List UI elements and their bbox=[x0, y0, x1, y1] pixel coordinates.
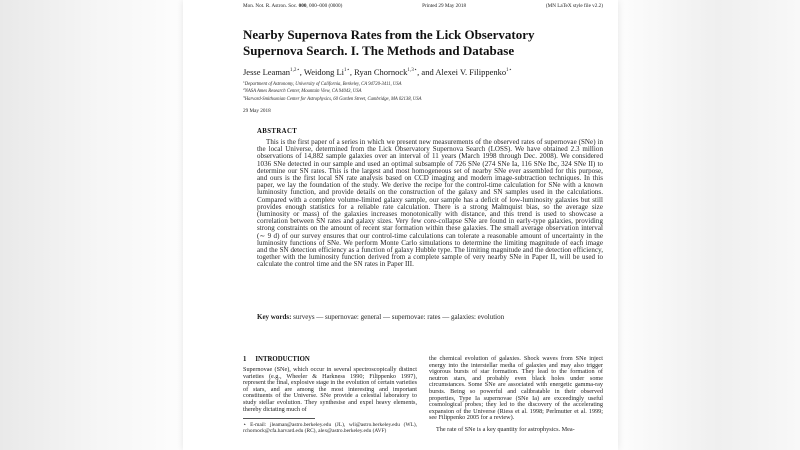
paper-title-line2: Supernova Search. I. The Methods and Database bbox=[243, 42, 515, 58]
right-column bbox=[429, 356, 603, 434]
author-3-affil-marker: 1,3⋆ bbox=[407, 68, 418, 73]
author-1-affil-marker: 1,2⋆ bbox=[289, 68, 300, 73]
latex-style-note: (MN LaTeX style file v2.2) bbox=[545, 3, 603, 9]
keywords-label: Key words: bbox=[257, 313, 292, 321]
paper-page bbox=[183, 0, 618, 450]
abstract-heading: ABSTRACT bbox=[257, 128, 298, 135]
author-list bbox=[243, 67, 603, 77]
section-1-heading bbox=[243, 356, 310, 363]
abstract-text: This is the first paper of a series in which we present new measurements of the observed rates of supernovae (SNe) in the local Universe, determined from the Lick Observatory Supernova Search (LOSS). We have obtained 2.3 million observations of 14,882 sample galaxies over an interval of 11 years (March 1998 through Dec. 2008). We considered 1036 SNe detected in our sample and used an optimal subsample of 726 SNe (274 SNe Ia, 116 SNe Ibc, 324 SNe II) to determine our SN rates. This is the largest and most homogeneous set of nearby SNe ever assembled for this purpose, and ours is the first local SN rate analysis based on CCD imaging and modern image-subtraction techniques. In this paper, we lay the foundation of the study. We derive the recipe for the control-time calculation for SNe with a known luminosity function, and provide details on the construction of the galaxy and SN samples used in the calculations. Compared with a complete volume-limited galaxy sample, our sample has a deficit of low-luminosity galaxies but still provides enough statistics for a reliable rate calculation. There is a strong Malmquist bias, so the average size (luminosity or mass) of the galaxies increases monotonically with distance, and this trend is used to showcase a correlation between SN rates and galaxy sizes. Very few core-collapse SNe are found in early-type galaxies, providing strong constraints on the amount of recent star formation within these galaxies. The small average observation interval (∼ 9 d) of our survey ensures that our control-time calculations can tolerate a reasonable amount of uncertainty in the luminosity functions of SNe. We perform Monte Carlo simulations to determine the limiting magnitude of each image and the SN detection efficiency as a function of galaxy Hubble type. The limiting magnitude and the detection efficiency, together with the luminosity function derived from a complete sample of very nearby SNe in Paper II, will be used to calculate the control time and the SN rates in Paper III. bbox=[257, 138, 603, 269]
background-left-gradient bbox=[0, 0, 184, 450]
author-1: Jesse Leaman$^{1,2⋆}$, bbox=[243, 67, 304, 77]
email-footnote bbox=[243, 418, 417, 434]
affiliation-3: $^3$Harvard-Smithsonian Center for Astrophysics, 60 Garden Street, Cambridge, MA 02138, USA bbox=[243, 94, 422, 102]
printed-date: Printed 29 May 2018 bbox=[422, 3, 467, 9]
background-right-gradient bbox=[617, 0, 800, 450]
journal-name-volume: Mon. Not. R. Astron. Soc. 000, 000–000 (0000) bbox=[243, 3, 343, 9]
left-column bbox=[243, 367, 417, 413]
section-1-number: 1 bbox=[243, 356, 247, 363]
section-1-title: INTRODUCTION bbox=[255, 356, 310, 363]
affiliation-1: $^1$Department of Astronomy, University of California, Berkeley, CA 94720-3411, USA bbox=[243, 80, 402, 87]
paper-title-line1: Nearby Supernova Rates from the Lick Observatory bbox=[243, 27, 535, 42]
footnote-rule bbox=[243, 418, 315, 419]
author-4-affil-marker: 1⋆ bbox=[506, 68, 512, 73]
keywords-line bbox=[257, 314, 603, 321]
intro-paragraph-continued: the chemical evolution of galaxies. Shock waves from SNe inject energy into the interstellar media of galaxies and may also trigger vigorous bursts of star formation. They lead to the formation of neutron stars, and probably even black holes under some circumstances. Some SNe are associated with energetic gamma-ray bursts. Being so powerful and calibratable in their observed properties, Type Ia supernovae (SNe Ia) are exceedingly useful cosmological probes; they led to the discovery of the accelerating expansion of the Universe (Riess et al. 1998; Perlmutter et al. 1999; see Filippenko 2005 for a review). bbox=[429, 355, 603, 422]
journal-running-head bbox=[243, 3, 603, 9]
intro-paragraph-2: The rate of SNe is a key quantity for astrophysics. Mea- bbox=[436, 426, 575, 434]
author-2: Weidong $Li^{1⋆}$, bbox=[303, 67, 355, 77]
intro-paragraph-1: Supernovae (SNe), which occur in several spectroscopically distinct varieties (e.g., Wheeler & Harkness 1990; Filippenko 1997), represent the final, explosive stage in the evolution of certain varieties of stars, and are among the most interesting and important constituents of the Universe. SNe provide a celestial laboratory to study stellar evolution. They synthesise and expel heavy elements, thereby dictating much of bbox=[243, 366, 417, 413]
author-3: Ryan Chornock$^{1,3⋆}$, and bbox=[354, 67, 436, 77]
footnote-text: ⋆ E-mail: jleaman@astro.berkeley.edu (JL), wli@astro.berkeley.edu (WL), rchornock@cfa.harvard.edu (RC), alex@astro.berkeley.edu (AVF) bbox=[243, 421, 417, 434]
author-2-affil-marker: 1⋆ bbox=[344, 68, 350, 73]
keywords-text: surveys — supernovae: general — supernovae: rates — galaxies: evolution bbox=[291, 313, 505, 321]
submission-date: 29 May 2018 bbox=[243, 108, 271, 114]
paper-title bbox=[243, 27, 603, 58]
author-4: Alexei V. Filippenko$^{1⋆}$ bbox=[435, 67, 512, 77]
affiliation-2: $^2$NASA Ames Research Center, Mountain View, CA 94043, USA bbox=[243, 87, 362, 95]
affiliation-list bbox=[243, 80, 603, 102]
